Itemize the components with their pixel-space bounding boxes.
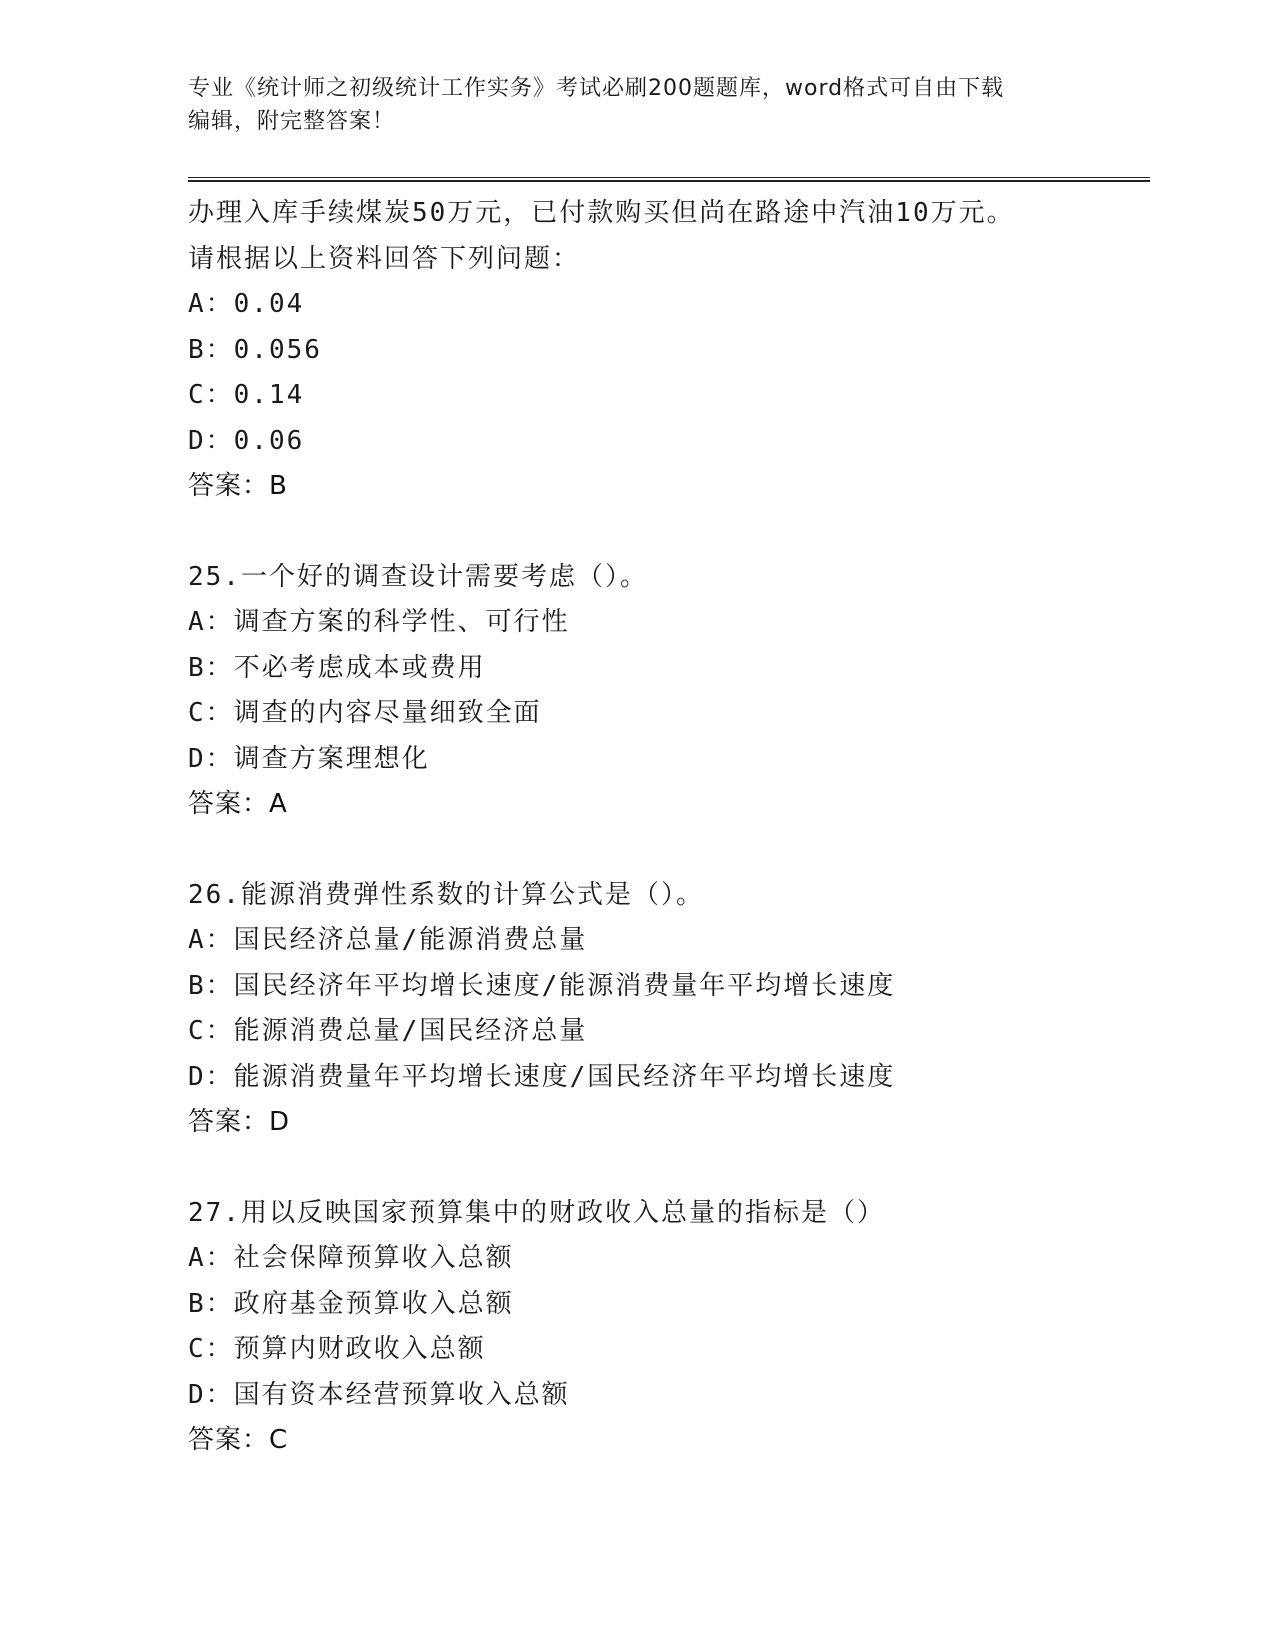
option-a: A：0.04 bbox=[188, 289, 305, 319]
question-26 bbox=[188, 873, 1148, 1146]
answer-line: 答案：D bbox=[188, 1107, 291, 1137]
document-header bbox=[188, 72, 1088, 138]
question-text: 请根据以上资料回答下列问题： bbox=[188, 243, 581, 274]
header-title-line-2: 编辑，附完整答案！ bbox=[188, 109, 396, 134]
option-b: B：政府基金预算收入总额 bbox=[188, 1288, 514, 1319]
option-d: D：国有资本经营预算收入总额 bbox=[188, 1379, 570, 1410]
option-c: C：预算内财政收入总额 bbox=[188, 1334, 486, 1364]
header-divider bbox=[188, 177, 1150, 182]
header-title-line-1: 专业《统计师之初级统计工作实务》考试必刷200题题库，word格式可自由下载 bbox=[188, 76, 1005, 101]
option-b: B：0.056 bbox=[188, 334, 322, 365]
question-stem: 26.能源消费弹性系数的计算公式是（）。 bbox=[188, 879, 704, 910]
answer-line: 答案：B bbox=[188, 471, 288, 501]
option-a: A：调查方案的科学性、可行性 bbox=[188, 607, 570, 637]
option-b: B：不必考虑成本或费用 bbox=[188, 652, 486, 683]
question-stem: 25.一个好的调查设计需要考虑（）。 bbox=[188, 561, 648, 592]
answer-line: 答案：C bbox=[188, 1425, 289, 1455]
option-c: C：调查的内容尽量细致全面 bbox=[188, 698, 542, 728]
option-d: D：0.06 bbox=[188, 425, 305, 456]
option-d: D：调查方案理想化 bbox=[188, 743, 430, 774]
question-text: 办理入库手续煤炭50万元，已付款购买但尚在路途中汽油10万元。 bbox=[188, 198, 1015, 228]
option-a: A：国民经济总量/能源消费总量 bbox=[188, 925, 588, 955]
option-c: C：0.14 bbox=[188, 380, 305, 410]
answer-line: 答案：A bbox=[188, 789, 288, 819]
question-continuation bbox=[188, 191, 1148, 510]
question-content bbox=[188, 191, 1148, 1464]
option-c: C：能源消费总量/国民经济总量 bbox=[188, 1016, 588, 1046]
question-27 bbox=[188, 1191, 1148, 1464]
option-b: B：国民经济年平均增长速度/能源消费量年平均增长速度 bbox=[188, 970, 896, 1001]
option-a: A：社会保障预算收入总额 bbox=[188, 1243, 514, 1273]
question-25 bbox=[188, 555, 1148, 828]
question-stem: 27.用以反映国家预算集中的财政收入总量的指标是（） bbox=[188, 1197, 885, 1228]
option-d: D：能源消费量年平均增长速度/国民经济年平均增长速度 bbox=[188, 1061, 896, 1092]
